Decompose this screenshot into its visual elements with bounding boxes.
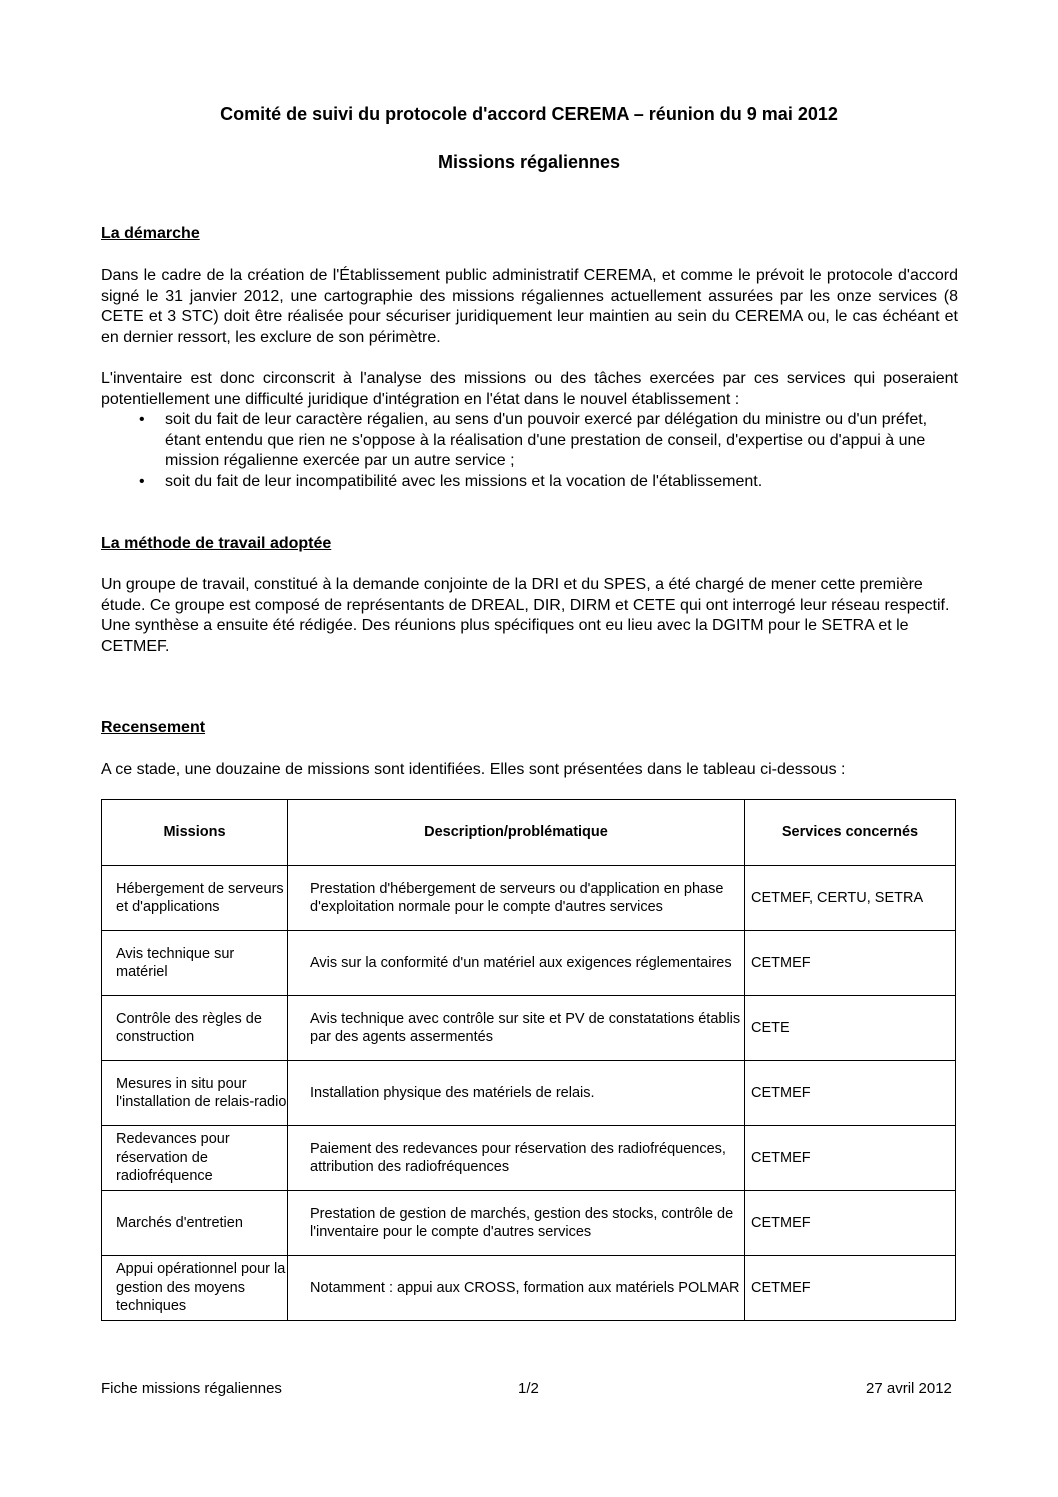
page-title: Comité de suivi du protocole d'accord CEREMA – réunion du 9 mai 2012 — [220, 104, 838, 124]
cell-description: Avis technique avec contrôle sur site et PV de constatations établis par des agents assermentés — [288, 996, 745, 1061]
section-heading-demarche: La démarche — [101, 225, 200, 242]
section-heading-recensement: Recensement — [101, 719, 206, 736]
cell-mission: Redevances pour réservation de radiofréquence — [102, 1126, 288, 1191]
cell-mission: Marchés d'entretien — [102, 1191, 288, 1256]
cell-mission: Avis technique sur matériel — [102, 931, 288, 996]
cell-services: CETMEF — [745, 1256, 956, 1321]
paragraph-demarche: Dans le cadre de la création de l'Établissement public administratif CEREMA, et comme le prévoit le protocole d'accord signé le 31 janvier 2012, une cartographie des missions régaliennes actuellement assurées par les onze services (8 CETE et 3 STC) doit être réalisée pour sécuriser juridiquement leur maintien au sein du CEREMA ou, le cas échéant et en dernier ressort, les exclure de son périmètre. — [101, 267, 958, 347]
table-row — [102, 866, 956, 931]
cell-description: Installation physique des matériels de relais. — [288, 1061, 745, 1126]
missions-table — [101, 799, 956, 1321]
column-header-description: Description/problématique — [288, 800, 745, 866]
paragraph-methode: Un groupe de travail, constitué à la demande conjointe de la DRI et du SPES, a été chargé de mener cette première étude. Ce groupe est composé de représentants de DREAL, DIR, DIRM et CETE qui ont interrogé leur réseau respectif. Une synthèse a ensuite été rédigée. Des réunions plus spécifiques ont eu lieu avec la DGITM pour le SETRA et le CETMEF. — [101, 576, 950, 656]
bullet-icon: • — [139, 411, 145, 428]
bullet-list — [101, 410, 958, 493]
list-item: • soit du fait de leur caractère régalien, au sens d'un pouvoir exercé par délégation du ministre ou d'un préfet, étant entendu que rien ne s'oppose à la réalisation d'une prestation de conseil, d'expertise ou d'appui à une mission régalienne exercée par un autre service ; — [139, 411, 928, 470]
table-row — [102, 1061, 956, 1126]
cell-mission: Mesures in situ pour l'installation de relais-radio — [102, 1061, 288, 1126]
table-row — [102, 931, 956, 996]
cell-description: Prestation d'hébergement de serveurs ou d'application en phase d'exploitation normale pour le compte d'autres services — [288, 866, 745, 931]
footer-date: 27 avril 2012 — [866, 1380, 952, 1397]
column-header-missions: Missions — [102, 800, 288, 866]
cell-services: CETMEF — [745, 931, 956, 996]
cell-services: CETE — [745, 996, 956, 1061]
cell-mission: Appui opérationnel pour la gestion des moyens techniques — [102, 1256, 288, 1321]
paragraph-recensement: A ce stade, une douzaine de missions sont identifiées. Elles sont présentées dans le tableau ci-dessous : — [101, 761, 846, 778]
cell-services: CETMEF, CERTU, SETRA — [745, 866, 956, 931]
paragraph-inventaire: L'inventaire est donc circonscrit à l'analyse des missions ou des tâches exercées par ces services qui poseraient potentiellement une difficulté juridique d'intégration en l'état dans le nouvel établissement : — [101, 370, 958, 408]
cell-mission: Contrôle des règles de construction — [102, 996, 288, 1061]
cell-description: Notamment : appui aux CROSS, formation aux matériels POLMAR — [288, 1256, 745, 1321]
section-heading-methode: La méthode de travail adoptée — [101, 535, 332, 552]
cell-services: CETMEF — [745, 1061, 956, 1126]
table-row — [102, 1191, 956, 1256]
bullet-icon: • — [139, 473, 145, 491]
footer-document-name: Fiche missions régaliennes — [101, 1380, 282, 1397]
list-item: • soit du fait de leur incompatibilité avec les missions et la vocation de l'établissement. — [101, 472, 958, 493]
footer-page-number: 1/2 — [518, 1380, 539, 1397]
table-row — [102, 1256, 956, 1321]
cell-description: Paiement des redevances pour réservation des radiofréquences, attribution des radiofréquences — [288, 1126, 745, 1191]
page-subtitle: Missions régaliennes — [437, 152, 621, 172]
cell-services: CETMEF — [745, 1126, 956, 1191]
cell-description: Avis sur la conformité d'un matériel aux exigences réglementaires — [288, 931, 745, 996]
cell-mission: Hébergement de serveurs et d'applications — [102, 866, 288, 931]
cell-description: Prestation de gestion de marchés, gestion des stocks, contrôle de l'inventaire pour le compte d'autres services — [288, 1191, 745, 1256]
table-row — [102, 1126, 956, 1191]
column-header-services: Services concernés — [745, 800, 956, 866]
table-header-row — [102, 800, 956, 866]
table-row — [102, 996, 956, 1061]
cell-services: CETMEF — [745, 1191, 956, 1256]
